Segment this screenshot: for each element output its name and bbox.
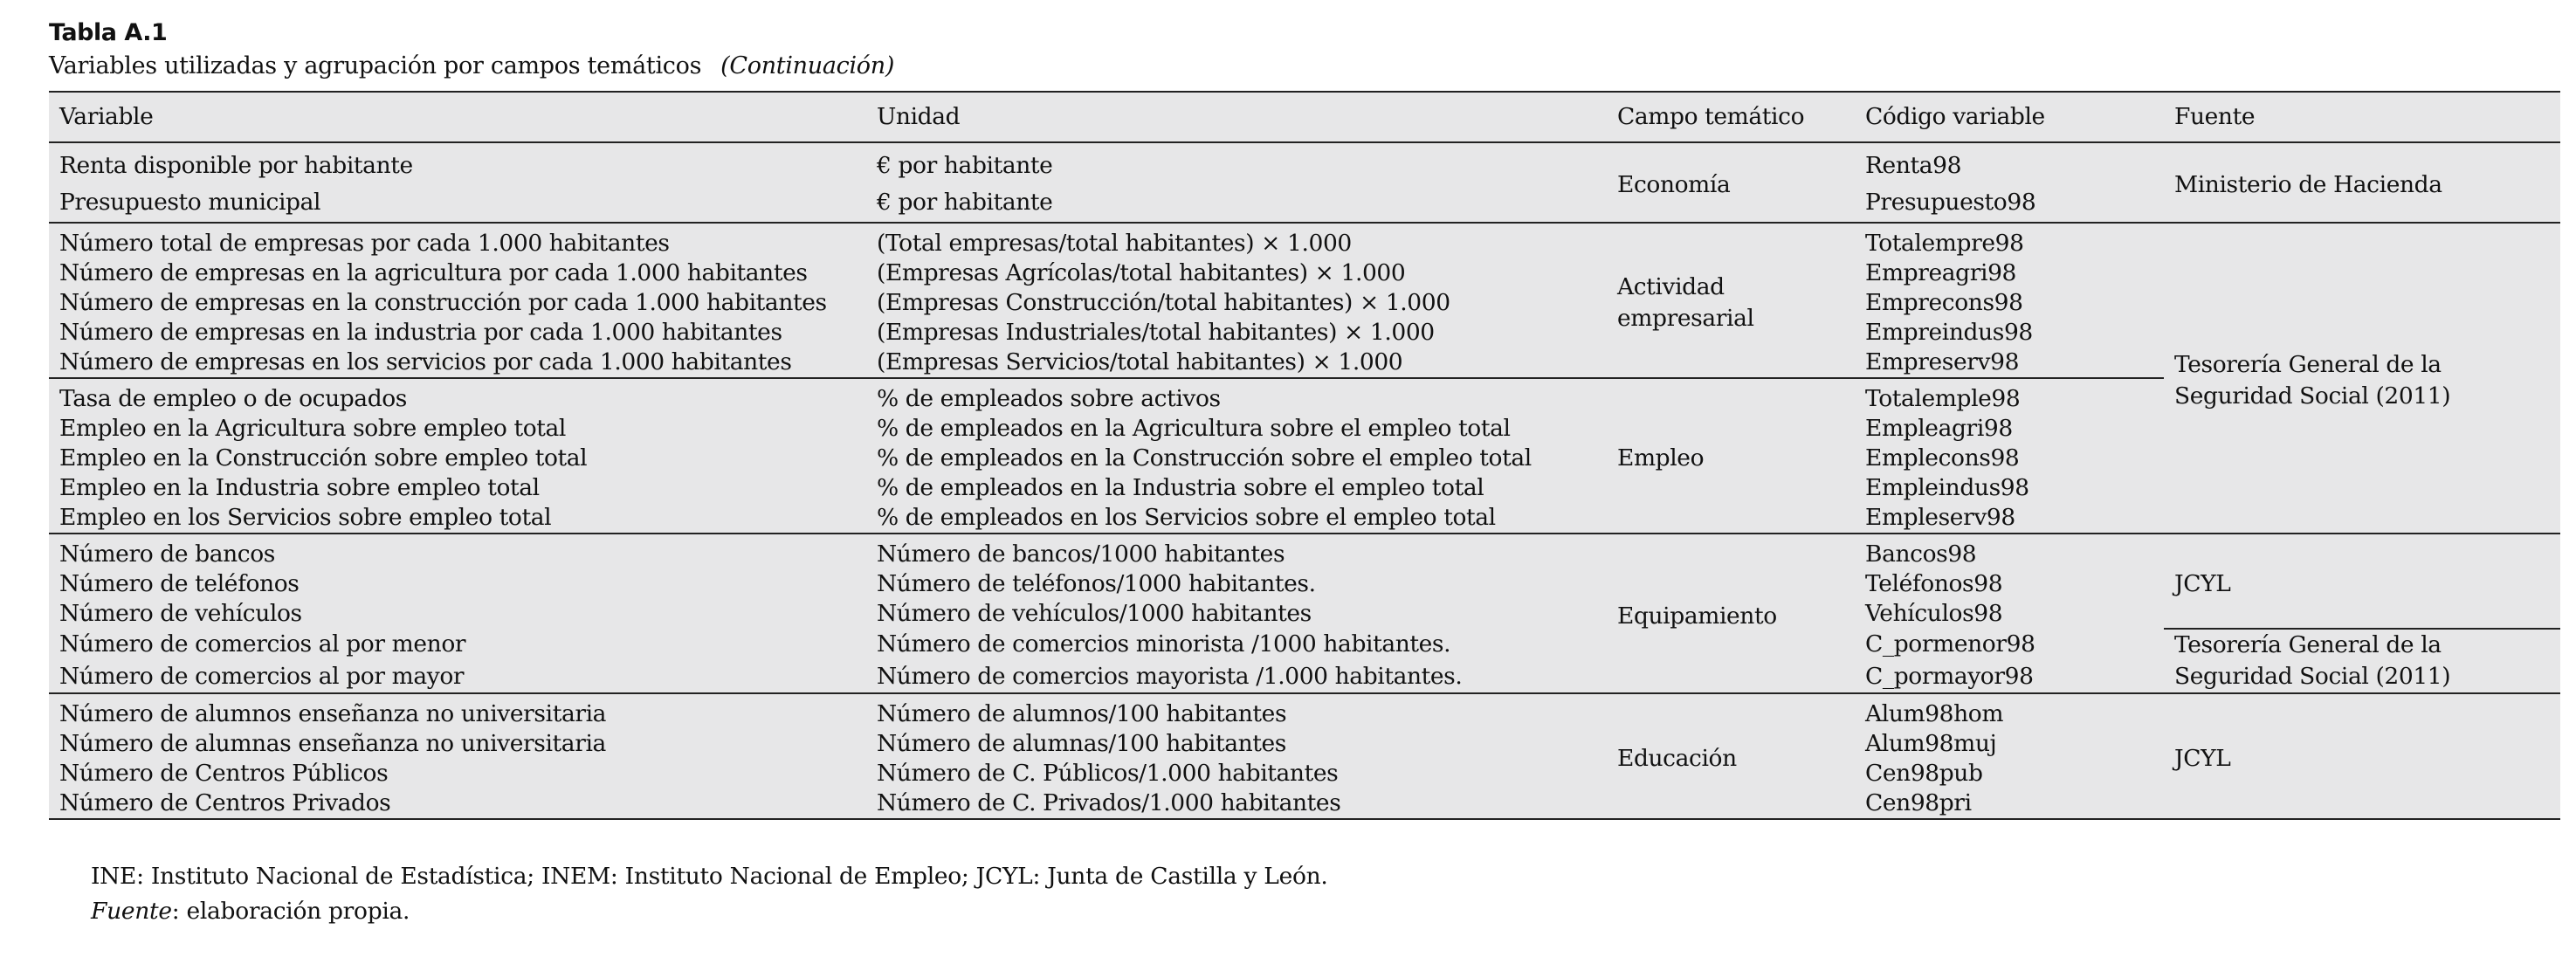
cell-variable: Número de bancos xyxy=(49,534,866,569)
header-unidad: Unidad xyxy=(866,92,1607,142)
source-text: : elaboración propia. xyxy=(171,898,410,925)
cell-variable: Empleo en los Servicios sobre empleo total xyxy=(49,503,866,534)
cell-codigo: Vehículos98 xyxy=(1855,599,2164,629)
cell-campo: Actividad empresarial xyxy=(1607,223,1855,378)
cell-codigo: Empreserv98 xyxy=(1855,348,2164,378)
cell-variable: Empleo en la Construcción sobre empleo total xyxy=(49,444,866,473)
table-row xyxy=(49,629,2560,660)
cell-unidad: Número de teléfonos/1000 habitantes. xyxy=(866,569,1607,599)
cell-codigo: Empreindus98 xyxy=(1855,318,2164,348)
cell-variable: Número de comercios al por menor xyxy=(49,629,866,660)
cell-unidad: Número de vehículos/1000 habitantes xyxy=(866,599,1607,629)
cell-fuente: JCYL xyxy=(2164,534,2560,629)
cell-unidad: € por habitante xyxy=(866,142,1607,182)
cell-codigo: Alum98muj xyxy=(1855,729,2164,759)
cell-variable: Número de Centros Públicos xyxy=(49,759,866,788)
cell-codigo: Emplecons98 xyxy=(1855,444,2164,473)
table-row xyxy=(49,142,2560,182)
cell-unidad: Número de comercios mayorista /1.000 habitantes. xyxy=(866,660,1607,693)
cell-unidad: Número de bancos/1000 habitantes xyxy=(866,534,1607,569)
cell-unidad: % de empleados en la Agricultura sobre el empleo total xyxy=(866,414,1607,444)
source-note xyxy=(91,894,1328,929)
cell-codigo: Emprecons98 xyxy=(1855,288,2164,318)
table-notes xyxy=(91,859,1328,929)
subtitle-text: Variables utilizadas y agrupación por campos temáticos xyxy=(49,52,702,79)
cell-codigo: Cen98pri xyxy=(1855,788,2164,819)
cell-variable: Empleo en la Industria sobre empleo total xyxy=(49,473,866,503)
cell-fuente: Tesorería General de la Seguridad Social (2011) xyxy=(2164,629,2560,693)
cell-fuente: Tesorería General de la Seguridad Social (2011) xyxy=(2164,223,2560,534)
cell-codigo: Empleindus98 xyxy=(1855,473,2164,503)
table-subtitle xyxy=(49,52,894,79)
cell-codigo: Cen98pub xyxy=(1855,759,2164,788)
cell-campo: Equipamiento xyxy=(1607,534,1855,693)
cell-unidad: (Empresas Servicios/total habitantes) × 1.000 xyxy=(866,348,1607,378)
table-row xyxy=(49,223,2560,258)
header-codigo: Código variable xyxy=(1855,92,2164,142)
cell-unidad: % de empleados en los Servicios sobre el empleo total xyxy=(866,503,1607,534)
cell-codigo: Bancos98 xyxy=(1855,534,2164,569)
cell-unidad: (Total empresas/total habitantes) × 1.000 xyxy=(866,223,1607,258)
cell-variable: Número de vehículos xyxy=(49,599,866,629)
cell-variable: Tasa de empleo o de ocupados xyxy=(49,378,866,414)
cell-codigo: Empleagri98 xyxy=(1855,414,2164,444)
cell-variable: Presupuesto municipal xyxy=(49,182,866,223)
continuation-label: (Continuación) xyxy=(720,52,895,79)
cell-codigo: Teléfonos98 xyxy=(1855,569,2164,599)
cell-codigo: C_pormenor98 xyxy=(1855,629,2164,660)
cell-variable: Número de empresas en la agricultura por cada 1.000 habitantes xyxy=(49,258,866,288)
cell-variable: Número de teléfonos xyxy=(49,569,866,599)
cell-variable: Número de Centros Privados xyxy=(49,788,866,819)
cell-fuente: Ministerio de Hacienda xyxy=(2164,142,2560,223)
cell-campo: Educación xyxy=(1607,693,1855,819)
cell-unidad: € por habitante xyxy=(866,182,1607,223)
cell-unidad: Número de comercios minorista /1000 habitantes. xyxy=(866,629,1607,660)
cell-codigo: Presupuesto98 xyxy=(1855,182,2164,223)
cell-variable: Número de empresas en la industria por cada 1.000 habitantes xyxy=(49,318,866,348)
cell-unidad: % de empleados en la Construcción sobre el empleo total xyxy=(866,444,1607,473)
cell-campo: Economía xyxy=(1607,142,1855,223)
cell-unidad: Número de C. Públicos/1.000 habitantes xyxy=(866,759,1607,788)
cell-fuente: JCYL xyxy=(2164,693,2560,819)
cell-unidad: (Empresas Construcción/total habitantes) × 1.000 xyxy=(866,288,1607,318)
cell-codigo: Totalemple98 xyxy=(1855,378,2164,414)
cell-variable: Renta disponible por habitante xyxy=(49,142,866,182)
cell-unidad: (Empresas Agrícolas/total habitantes) × 1.000 xyxy=(866,258,1607,288)
abbreviations-note: INE: Instituto Nacional de Estadística; INEM: Instituto Nacional de Empleo; JCYL: Junta de Castilla y León. xyxy=(91,863,1328,890)
cell-codigo: Empreagri98 xyxy=(1855,258,2164,288)
header-campo: Campo temático xyxy=(1607,92,1855,142)
cell-codigo: C_pormayor98 xyxy=(1855,660,2164,693)
cell-unidad: Número de alumnos/100 habitantes xyxy=(866,693,1607,729)
cell-codigo: Totalempre98 xyxy=(1855,223,2164,258)
table-row xyxy=(49,534,2560,569)
cell-variable: Número de alumnas enseñanza no universitaria xyxy=(49,729,866,759)
cell-codigo: Alum98hom xyxy=(1855,693,2164,729)
table-row xyxy=(49,693,2560,729)
table-title: Tabla A.1 xyxy=(49,19,168,46)
cell-unidad: % de empleados sobre activos xyxy=(866,378,1607,414)
cell-variable: Número de empresas en la construcción por cada 1.000 habitantes xyxy=(49,288,866,318)
header-row xyxy=(49,92,2560,142)
header-fuente: Fuente xyxy=(2164,92,2560,142)
cell-variable: Número de empresas en los servicios por cada 1.000 habitantes xyxy=(49,348,866,378)
variables-table xyxy=(49,91,2560,820)
cell-codigo: Empleserv98 xyxy=(1855,503,2164,534)
cell-unidad: Número de C. Privados/1.000 habitantes xyxy=(866,788,1607,819)
header-variable: Variable xyxy=(49,92,866,142)
cell-codigo: Renta98 xyxy=(1855,142,2164,182)
source-label: Fuente xyxy=(91,898,172,925)
cell-campo: Empleo xyxy=(1607,378,1855,534)
cell-variable: Número de alumnos enseñanza no universitaria xyxy=(49,693,866,729)
cell-variable: Empleo en la Agricultura sobre empleo total xyxy=(49,414,866,444)
cell-variable: Número total de empresas por cada 1.000 habitantes xyxy=(49,223,866,258)
cell-unidad: Número de alumnas/100 habitantes xyxy=(866,729,1607,759)
cell-variable: Número de comercios al por mayor xyxy=(49,660,866,693)
cell-unidad: (Empresas Industriales/total habitantes) × 1.000 xyxy=(866,318,1607,348)
cell-unidad: % de empleados en la Industria sobre el empleo total xyxy=(866,473,1607,503)
